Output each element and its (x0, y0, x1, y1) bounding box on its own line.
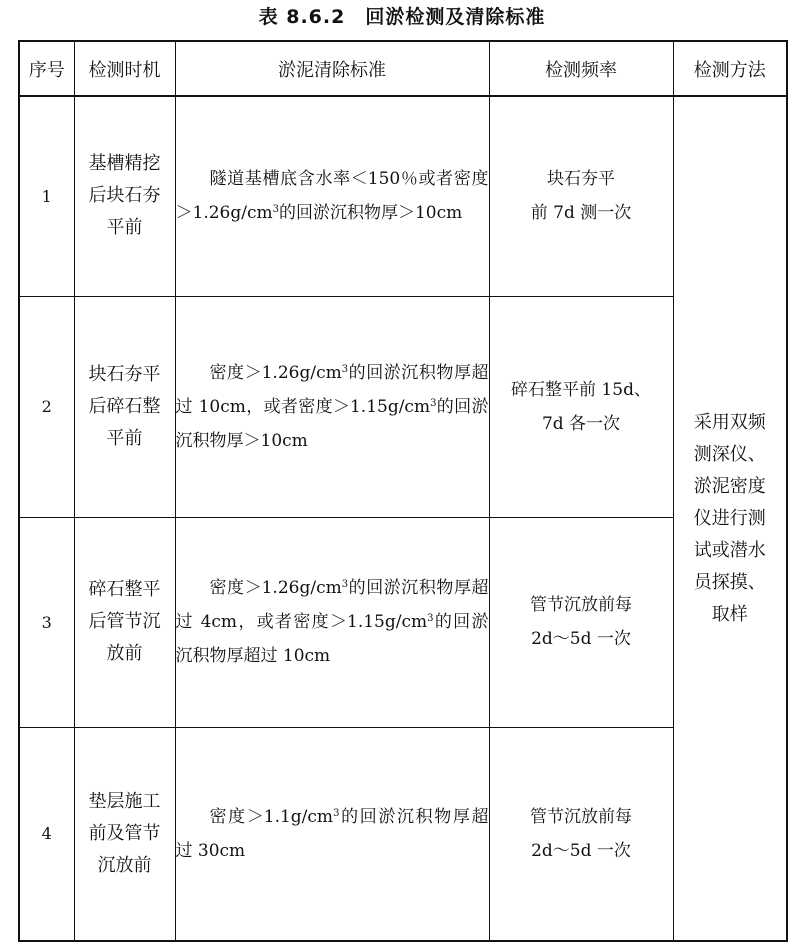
row-number: 3 (19, 517, 74, 727)
superscript: 3 (333, 807, 340, 819)
row-standard (175, 517, 489, 727)
frequency-line-2: 前 7d 测一次 (530, 203, 632, 224)
table-row (19, 296, 787, 517)
method-text: 采用双频测深仪、淤泥密度仪进行测试或潜水员探摸、取样 (693, 411, 766, 625)
row-timing (74, 96, 175, 296)
row-timing (74, 727, 175, 941)
row-number: 2 (19, 296, 74, 517)
frequency-line-1: 块石夯平 (547, 169, 615, 190)
header-row (19, 41, 787, 96)
sediment-standard-table (18, 40, 788, 942)
timing-text: 碎石整平后管节沉放前 (88, 579, 161, 664)
header-no: 序号 (19, 41, 74, 96)
standard-text-b: 的回淤沉积物厚超过 30cm (175, 806, 489, 861)
standard-text-a: 密度＞1.26g/cm (209, 362, 342, 383)
table-caption: 回淤检测及清除标准 (365, 6, 546, 28)
row-frequency (489, 96, 673, 296)
row-timing (74, 296, 175, 517)
frequency-line-1: 管节沉放前每 (530, 806, 632, 827)
superscript: 3 (272, 204, 279, 216)
table-number: 表 8.6.2 (258, 6, 346, 28)
row-frequency (489, 296, 673, 517)
header-frequency: 检测频率 (489, 41, 673, 96)
standard-text-b: 的回淤沉积物厚＞10cm (278, 203, 463, 224)
frequency-line-2: 2d～5d 一次 (531, 629, 631, 649)
standard-text-a: 密度＞1.1g/cm (209, 806, 334, 827)
timing-text: 垫层施工前及管节沉放前 (88, 790, 161, 876)
row-standard (175, 96, 489, 296)
method-cell (673, 96, 787, 941)
superscript: 3 (341, 579, 349, 590)
row-frequency (489, 727, 673, 941)
timing-text: 基槽精挖后块石夯平前 (88, 153, 161, 239)
superscript: 3 (430, 397, 437, 409)
row-frequency (489, 517, 673, 727)
standard-text-a: 隧道基槽底含水率＜150％或者密度＞1.26g/cm (175, 169, 489, 224)
standard-text-a: 密度＞1.26g/cm (209, 578, 342, 598)
header-standard: 淤泥清除标准 (175, 41, 489, 96)
frequency-line-2: 7d 各一次 (541, 413, 621, 434)
standard-text-c: 的回淤沉积物厚超过 10cm (175, 612, 489, 666)
header-method: 检测方法 (673, 41, 787, 96)
superscript: 3 (341, 363, 349, 375)
standard-text-b: 的回淤沉积物厚超过 4cm，或者密度＞1.15g/cm (175, 578, 489, 632)
row-timing (74, 517, 175, 727)
row-standard (175, 727, 489, 941)
frequency-line-1: 管节沉放前每 (530, 595, 632, 615)
table-row (19, 96, 787, 296)
timing-text: 块石夯平后碎石整平前 (88, 363, 161, 449)
header-timing: 检测时机 (74, 41, 175, 96)
standard-text-b: 的回淤沉积物厚超过 10cm，或者密度＞1.15g/cm (175, 362, 489, 417)
row-number: 1 (19, 96, 74, 296)
table-title (0, 4, 804, 30)
row-standard (175, 296, 489, 517)
superscript: 3 (427, 613, 434, 624)
row-number: 4 (19, 727, 74, 941)
frequency-line-1: 碎石整平前 15d、 (511, 379, 651, 400)
table-row (19, 517, 787, 727)
standard-text-c: 的回淤沉积物厚＞10cm (175, 396, 489, 451)
frequency-line-2: 2d～5d 一次 (531, 840, 631, 861)
table-row (19, 727, 787, 941)
